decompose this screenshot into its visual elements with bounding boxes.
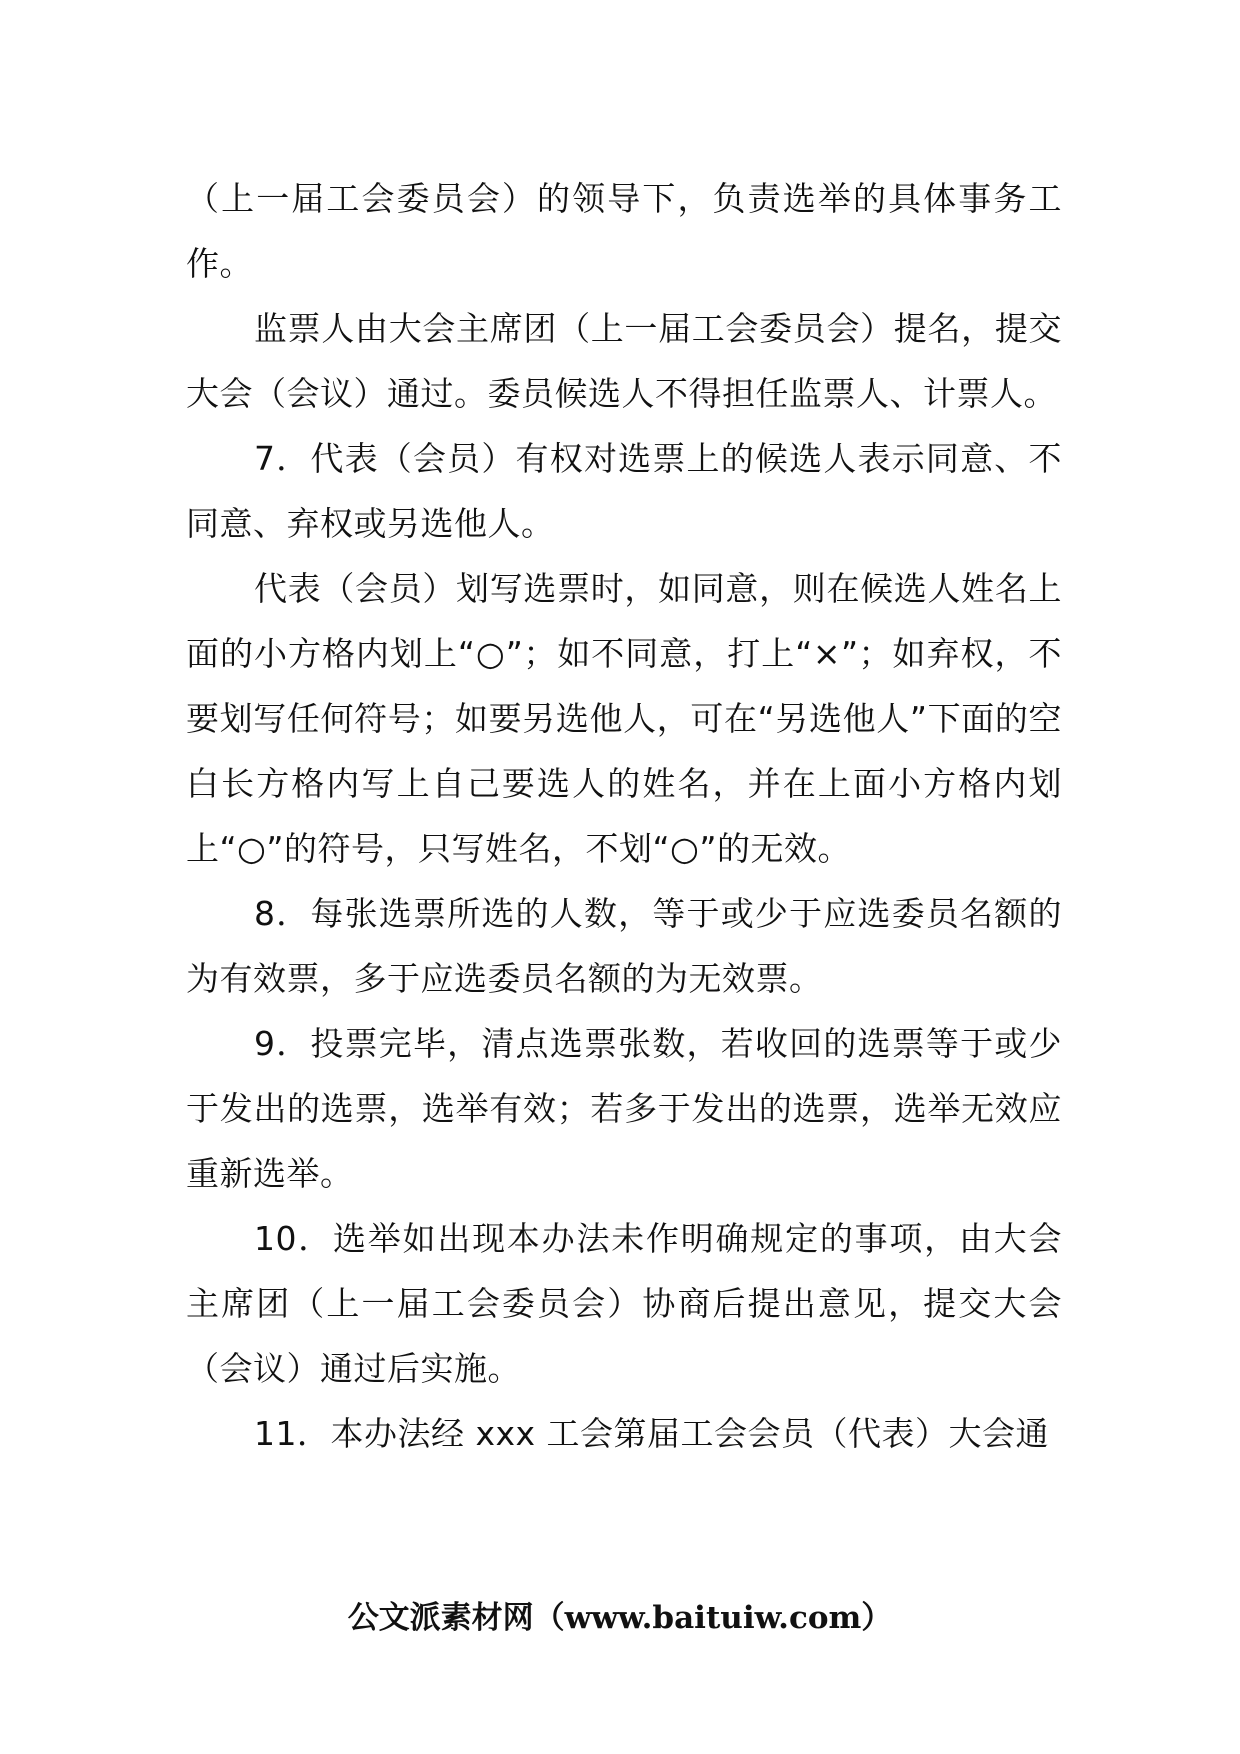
paragraph: 11．本办法经 xxx 工会第届工会会员（代表）大会通 <box>254 1414 1050 1453</box>
paragraph: 9．投票完毕，清点选票张数，若收回的选票等于或少于发出的选票，选举有效；若多于发出的选票，选举无效应重新选举。 <box>186 1024 1062 1193</box>
document-body <box>186 166 1062 1466</box>
paragraph: 8．每张选票所选的人数，等于或少于应选委员名额的为有效票，多于应选委员名额的为无效票。 <box>186 894 1062 998</box>
paragraph: 代表（会员）划写选票时，如同意，则在候选人姓名上面的小方格内划上“○”；如不同意，打上“×”；如弃权，不要划写任何符号；如要另选他人，可在“另选他人”下面的空白长方格内写上自己要选人的姓名，并在上面小方格内划上“○”的符号，只写姓名，不划“○”的无效。 <box>186 569 1062 868</box>
paragraph: 监票人由大会主席团（上一届工会委员会）提名，提交大会（会议）通过。委员候选人不得担任监票人、计票人。 <box>186 309 1062 413</box>
page-footer: 公文派素材网（www.baituiw.com） <box>347 1600 893 1636</box>
paragraph: 7．代表（会员）有权对选票上的候选人表示同意、不同意、弃权或另选他人。 <box>186 439 1062 543</box>
paragraph: 10．选举如出现本办法未作明确规定的事项，由大会主席团（上一届工会委员会）协商后提出意见，提交大会（会议）通过后实施。 <box>186 1219 1062 1388</box>
paragraph: （上一届工会委员会）的领导下，负责选举的具体事务工作。 <box>186 179 1062 283</box>
